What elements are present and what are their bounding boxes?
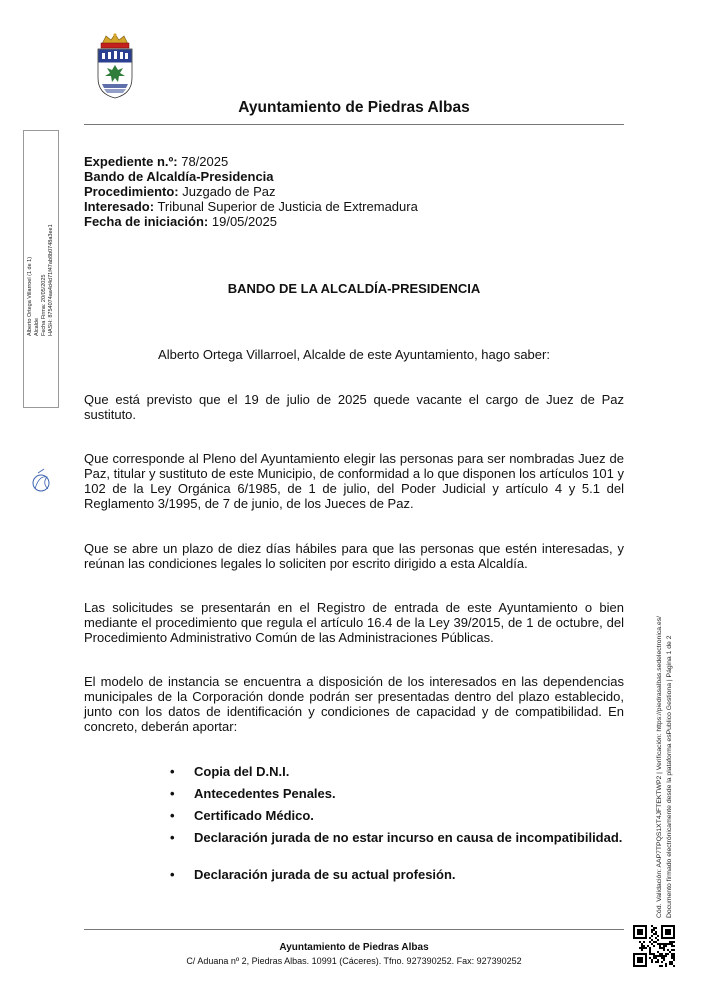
paragraph-application-form: El modelo de instancia se encuentra a disposición de los interesados en las dependencias municipales de la Corporación donde podrán ser presentadas dentro del plazo establecido, junto con los datos de identificación y condiciones de capacidad y de compatibilidad. En concreto, deberán aportar: [84,674,624,734]
bullet-icon: • [170,830,175,845]
meta-procedimiento: Procedimiento: Juzgado de Paz [84,184,276,199]
bullet-icon: • [170,808,175,823]
municipal-crest-logo [94,32,136,100]
signed-document-notice: Documento firmado electrónicamente desde la plataforma esPublico Gestiona | Página 1 de 2 [666,635,673,918]
list-item: • Declaración jurada de no estar incurso en causa de incompatibilidad. [170,830,623,845]
paragraph-submission: Las solicitudes se presentarán en el Registro de entrada de este Ayuntamiento o bien mediante el procedimiento que regula el artículo 16.4 de la Ley 39/2015, de 1 de octubre, del Procedimiento Administrativo Común de las Administraciones Públicas. [84,600,624,645]
intro-line: Alberto Ortega Villarroel, Alcalde de este Ayuntamiento, hago saber: [158,347,550,362]
signature-role: Alcalde [34,317,40,336]
list-item: • Copia del D.N.I. [170,764,290,779]
validation-code-text: Cód. Validación: AAP7TPQS1XT4JFTEKTWP2 | Verificación: https://piedrasalbas.sedelectronica.es/ [656,616,663,918]
paragraph-deadline: Que se abre un plazo de diez días hábiles para que las personas que estén interesadas, y reúnan las condiciones legales lo soliciten por escrito dirigido a esta Alcaldía. [84,541,624,571]
qr-code-icon [633,925,675,967]
signature-seal-icon [30,467,52,497]
electronic-signature-box [23,130,59,408]
footer-name: Ayuntamiento de Piedras Albas [279,942,429,953]
signature-signer: Alberto Ortega Villarroel (1 de 1) [27,256,33,336]
paragraph-competence: Que corresponde al Pleno del Ayuntamiento elegir las personas para ser nombradas Juez de Paz, titular y sustituto de este Municipio, de conformidad a lo que disponen los artículos 101 y 102 de la Ley Orgánica 6/1985, de 1 de julio, del Poder Judicial y artículo 4 y 5.1 del Reglamento 3/1995, de 7 de junio, de los Jueces de Paz. [84,451,624,511]
bullet-icon: • [170,786,175,801]
meta-bando: Bando de Alcaldía-Presidencia [84,169,274,184]
header-divider [84,124,624,125]
list-item: • Declaración jurada de su actual profesión. [170,867,456,882]
list-item: • Certificado Médico. [170,808,314,823]
file-metadata [84,154,418,229]
footer-divider [84,929,624,930]
meta-fecha-iniciacion: Fecha de iniciación: 19/05/2025 [84,214,277,229]
document-heading: BANDO DE LA ALCALDÍA-PRESIDENCIA [227,281,481,296]
bullet-icon: • [170,867,175,882]
signature-date: Fecha Firma: 20/05/2025 [41,274,47,336]
signature-hash: HASH: 8754074aa4d4d71f47ab8b0748a3ee1 [48,224,54,336]
page-title: Ayuntamiento de Piedras Albas [238,99,470,116]
list-item: • Antecedentes Penales. [170,786,336,801]
paragraph-vacancy: Que está previsto que el 19 de julio de 2025 quede vacante el cargo de Juez de Paz sustituto. [84,392,624,422]
meta-expediente: Expediente n.º: 78/2025 [84,154,229,169]
meta-interesado: Interesado: Tribunal Superior de Justicia de Extremadura [84,199,418,214]
bullet-icon: • [170,764,175,779]
footer-address: C/ Aduana nº 2, Piedras Albas. 10991 (Cáceres). Tfno. 927390252. Fax: 927390252 [186,956,522,966]
